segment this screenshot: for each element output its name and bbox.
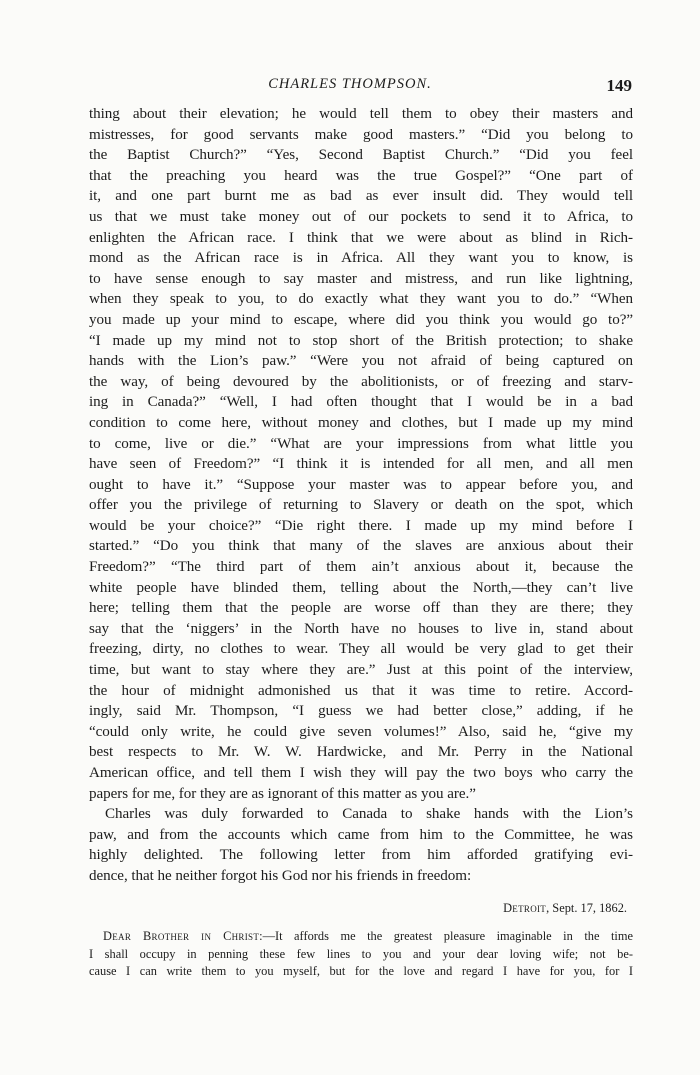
- text-line: freezing, dirty, no clothes to wear. They all would be very glad to get their: [89, 641, 633, 658]
- text-line: mond as the African race is in Africa. All they want you to know, is: [89, 250, 633, 267]
- text-line: say that the ‘niggers’ in the North have no houses to live in, stand about: [89, 620, 633, 637]
- text-line: you made up your mind to escape, where did you think you would go to?”: [89, 311, 633, 328]
- text-line: white people have blinded them, telling about the North,—they can’t live: [89, 579, 633, 596]
- text-line: to have sense enough to say master and mistress, and run like lightning,: [89, 270, 633, 287]
- text-line: offer you the privilege of returning to Slavery or death on the spot, which: [89, 497, 633, 514]
- text-line: paw, and from the accounts which came from him to the Committee, he was: [89, 826, 633, 843]
- running-head: [0, 76, 700, 98]
- letter-place: Detroit: [503, 901, 547, 915]
- text-line: condition to come here, without money and clothes, but I made up my mind: [89, 414, 633, 431]
- letter: [89, 900, 633, 981]
- text-line: when they speak to you, to do exactly what they want you to do.” “When: [89, 291, 633, 308]
- text-line: time, but want to stay where they are.” Just at this point of the interview,: [89, 662, 633, 679]
- text-line: papers for me, for they are as ignorant of this matter as you are.”: [89, 785, 476, 802]
- text-line: mistresses, for good servants make good masters.” “Did you belong to: [89, 126, 633, 143]
- text-line: us that we must take money out of our pockets to send it to Africa, to: [89, 208, 633, 225]
- letter-dateline: [89, 900, 633, 918]
- text-line: ing in Canada?” “Well, I had often thought that I would be in a bad: [89, 394, 633, 411]
- page-number: 149: [606, 76, 632, 95]
- text-line: dence, that he neither forgot his God nor his friends in freedom:: [89, 867, 472, 884]
- text-line: “could only write, he could give seven volumes!” Also, said he, “give my: [89, 723, 633, 740]
- text-line: Charles was duly forwarded to Canada to shake hands with the Lion’s: [105, 806, 633, 823]
- letter-line: I shall occupy in penning these few lines to you and your dear loving wife; not be-: [89, 946, 633, 961]
- text-line: that the preaching you heard was the true Gospel?” “One part of: [89, 167, 633, 184]
- letter-salutation: Dear Brother in Christ: [103, 928, 260, 943]
- running-head-title: CHARLES THOMPSON.: [268, 76, 432, 92]
- text-line: to come, live or die.” “What are your impressions from what little you: [89, 435, 633, 452]
- text-line: thing about their elevation; he would tell them to obey their masters and: [89, 106, 633, 122]
- text-line: here; telling them that the people are worse off than they are there; they: [89, 600, 633, 617]
- text-line: would be your choice?” “Die right there. I made up my mind before I: [89, 517, 633, 534]
- letter-line: cause I can write them to you myself, but for the love and regard I have for you, for I: [89, 964, 633, 979]
- text-line: the way, of being devoured by the abolitionists, or of freezing and starv-: [89, 373, 633, 390]
- letter-line: [89, 928, 633, 946]
- letter-date: , Sept. 17, 1862.: [546, 901, 627, 915]
- text-line: the hour of midnight admonished us that it was time to retire. Accord-: [89, 682, 633, 699]
- text-line: best respects to Mr. W. W. Hardwicke, and Mr. Perry in the National: [89, 744, 633, 761]
- text-line: hands with the Lion’s paw.” “Were you not afraid of being captured on: [89, 353, 633, 370]
- text-line: enlighten the African race. I think that we were about as blind in Rich-: [89, 229, 633, 246]
- text-line: started.” “Do you think that many of the slaves are anxious about their: [89, 538, 633, 555]
- letter-line-text: :—It affords me the greatest pleasure imaginable in the time: [259, 928, 634, 943]
- text-line: the Baptist Church?” “Yes, Second Baptist Church.” “Did you feel: [89, 147, 633, 164]
- text-line: Freedom?” “The third part of them ain’t anxious about it, because the: [89, 559, 633, 576]
- text-line: highly delighted. The following letter from him afforded gratifying evi-: [89, 847, 633, 864]
- text-line: have seen of Freedom?” “I think it is intended for all men, and all men: [89, 456, 633, 473]
- text-line: it, and one part burnt me as bad as ever insult did. They would tell: [89, 188, 633, 205]
- text-line: American office, and tell them I wish they will pay the two boys who carry the: [89, 765, 633, 781]
- text-line: ingly, said Mr. Thompson, “I guess we had better close,” adding, if he: [89, 703, 633, 720]
- text-line: “I made up my mind not to stop short of the British protection; to shake: [89, 332, 633, 349]
- body-text: [89, 104, 633, 887]
- text-line: ought to have it.” “Suppose your master was to appear before you, and: [89, 476, 633, 493]
